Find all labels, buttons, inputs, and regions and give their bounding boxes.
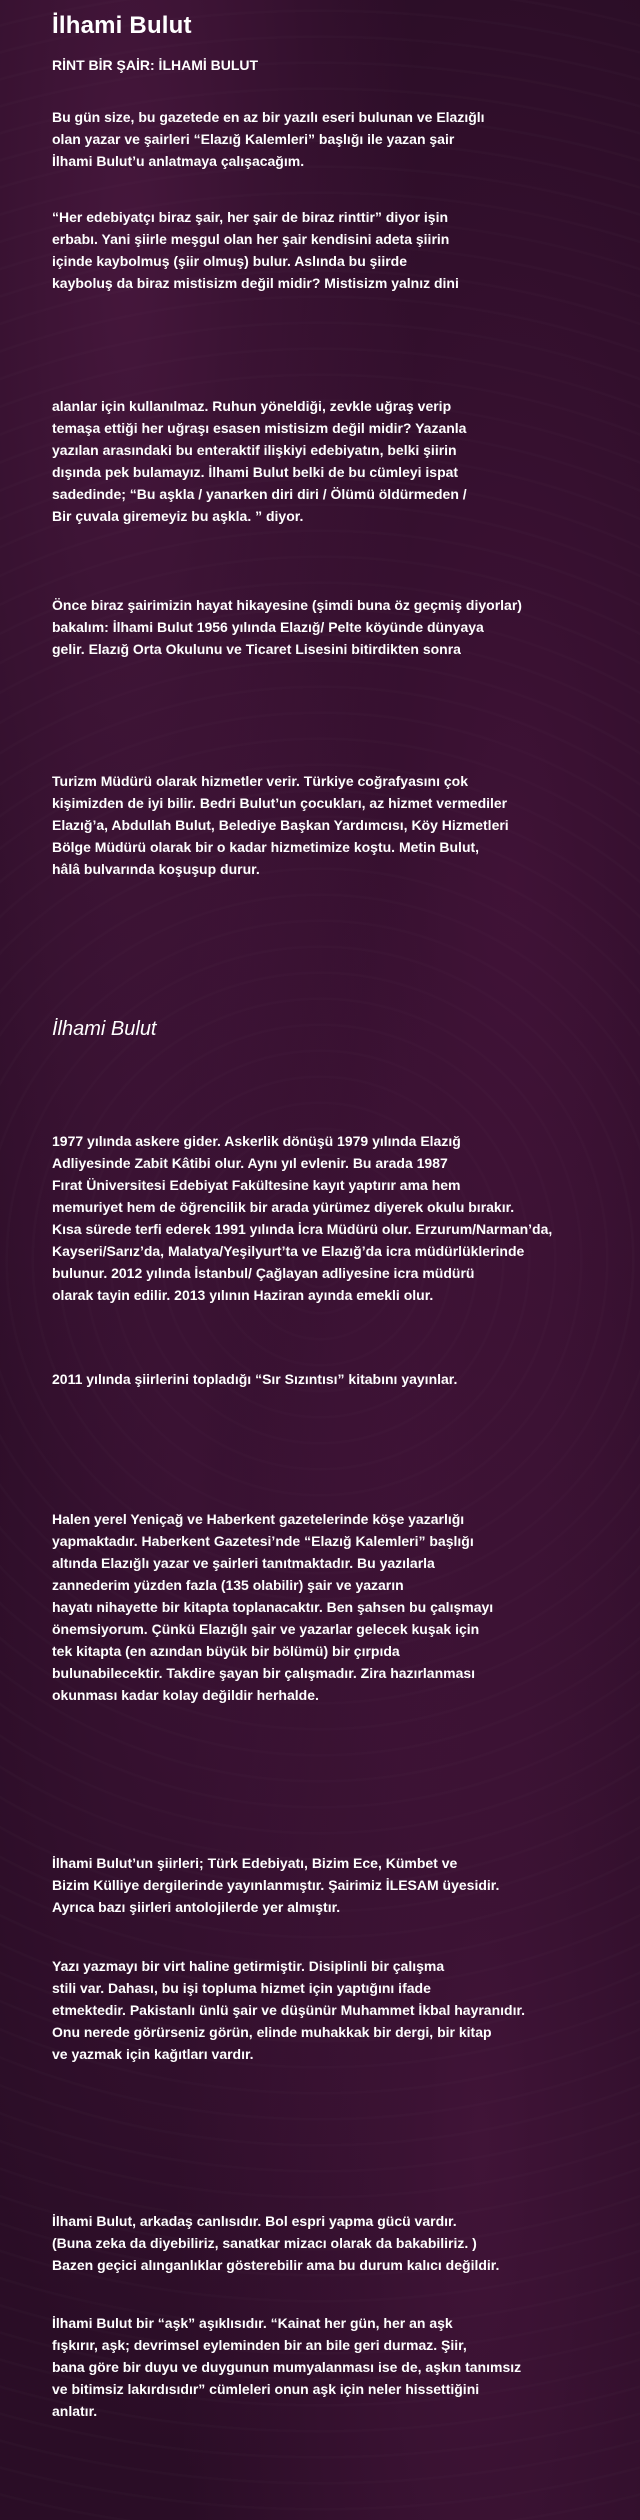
paragraph-5: Turizm Müdürü olarak hizmetler verir. Türkiye coğrafyasını çok kişimizden de iyi bilir. Bedri Bulut’un çocukları, az hizmet vermediler Elazığ’a, Abdullah Bulut, Belediye Başkan Yardımcısı, Köy Hizmetleri Bölge Müdürü olarak bir o kadar hizmetimize koştu. Metin Bulut, hâlâ bulvarında koşuşup durur. [52, 773, 509, 877]
paragraph-12: İlhami Bulut bir “aşk” aşıklısıdır. “Kainat her gün, her an aşk fışkırır, aşk; devrimsel eyleminden bir an bile geri durmaz. Şiir, bana göre bir duyu ve duygunun mumyalanması ise de, aşkın tanımsız ve bitimsiz lakırdısıdır” cümleleri onun aşk için neler hissettiğini anlatır. [52, 2315, 522, 2419]
paragraph-8: Halen yerel Yeniçağ ve Haberkent gazetelerinde köşe yazarlığı yapmaktadır. Haberkent Gazetesi’nde “Elazığ Kalemleri” başlığı altında Elazığlı yazar ve şairleri tanıtmaktadır. Bu yazılarla zannederim yüzden fazla (135 olabilir) şair ve yazarın hayatı nihayette bir kitapta toplanacaktır. Ben şahsen bu çalışmayı önemsiyorum. Çünkü Elazığlı şair ve yazarlar gelecek kuşak için tek kitapta (en azından büyük bir bölümü) bir çırpıda bulunabilecektir. Takdire şayan bir çalışmadır. Zira hazırlanması okunması kadar kolay değildir herhalde. [52, 1511, 494, 1703]
article-heading: RİNT BİR ŞAİR: İLHAMİ BULUT [52, 57, 259, 73]
paragraph-1: Bu gün size, bu gazetede en az bir yazılı eseri bulunan ve Elazığlı olan yazar ve şairleri “Elazığ Kalemleri” başlığı ile yazan şair İlhami Bulut’u anlatmaya çalışacağım. [52, 109, 485, 169]
paragraph-10: Yazı yazmayı bir virt haline getirmiştir. Disiplinli bir çalışma stili var. Dahası, bu işi topluma hizmet için yaptığını ifade etmektedir. Pakistanlı ünlü şair ve düşünür Muhammet İkbal hayranıdır. Onu nerede görürseniz görün, elinde muhakkak bir dergi, bir kitap ve yazmak için kağıtları vardır. [52, 1958, 526, 2062]
paragraph-7: 2011 yılında şiirlerini topladığı “Sır Sızıntısı” kitabını yayınlar. [52, 1371, 458, 1387]
image-caption: İlhami Bulut [52, 1018, 157, 1040]
paragraph-2: “Her edebiyatçı biraz şair, her şair de biraz rinttir” diyor işin erbabı. Yani şiirle meşgul olan her şair kendisini adeta şiirin içinde kaybolmuş (şiir olmuş) bulur. Aslında bu şiirde kayboluş da biraz mistisizm değil midir? Mistisizm yalnız dini [52, 209, 459, 291]
paragraph-4: Önce biraz şairimizin hayat hikayesine (şimdi buna öz geçmiş diyorlar) bakalım: İlhami Bulut 1956 yılında Elazığ/ Pelte köyünde dünyaya gelir. Elazığ Orta Okulunu ve Ticaret Lisesini bitirdikten sonra [52, 597, 522, 657]
paragraph-11: İlhami Bulut, arkadaş canlısıdır. Bol espri yapma gücü vardır. (Buna zeka da diyebiliriz, sanatkar mizacı olarak da bakabiliriz. ) Bazen geçici alınganlıklar gösterebilir ama bu durum kalıcı değildir. [52, 2213, 500, 2273]
paragraph-3: alanlar için kullanılmaz. Ruhun yöneldiği, zevkle uğraş verip temaşa ettiği her uğraşı esasen mistisizm değil midir? Yazanla yazılan arasındaki bu enteraktif ilişkiyi edebiyatın, belki şiirin dışında pek bulamayız. İlhami Bulut belki de bu cümleyi ispat sadedinde; “Bu aşkla / yanarken diri diri / Ölümü öldürmeden / Bir çuvala giremeyiz bu aşkla. ” diyor. [52, 398, 467, 524]
page-title: İlhami Bulut [52, 12, 192, 39]
paragraph-9: İlhami Bulut’un şiirleri; Türk Edebiyatı, Bizim Ece, Kümbet ve Bizim Külliye dergilerinde yayınlanmıştır. Şairimiz İLESAM üyesidir. Ayrıca bazı şiirleri antolojilerde yer almıştır. [52, 1855, 500, 1915]
paragraph-6: 1977 yılında askere gider. Askerlik dönüşü 1979 yılında Elazığ Adliyesinde Zabit Kâtibi olur. Aynı yıl evlenir. Bu arada 1987 Fırat Üniversitesi Edebiyat Fakültesine kayıt yaptırır ama hem memuriyet hem de öğrencilik bir arada yürümez diyerek okulu bırakır. Kısa sürede terfi ederek 1991 yılında İcra Müdürü olur. Erzurum/Narman’da, Kayseri/Sarız’da, Malatya/Yeşilyurt’ta ve Elazığ’da icra müdürlüklerinde bulunur. 2012 yılında İstanbul/ Çağlayan adliyesine icra müdürü olarak tayin edilir. 2013 yılının Haziran ayında emekli olur. [52, 1133, 553, 1303]
